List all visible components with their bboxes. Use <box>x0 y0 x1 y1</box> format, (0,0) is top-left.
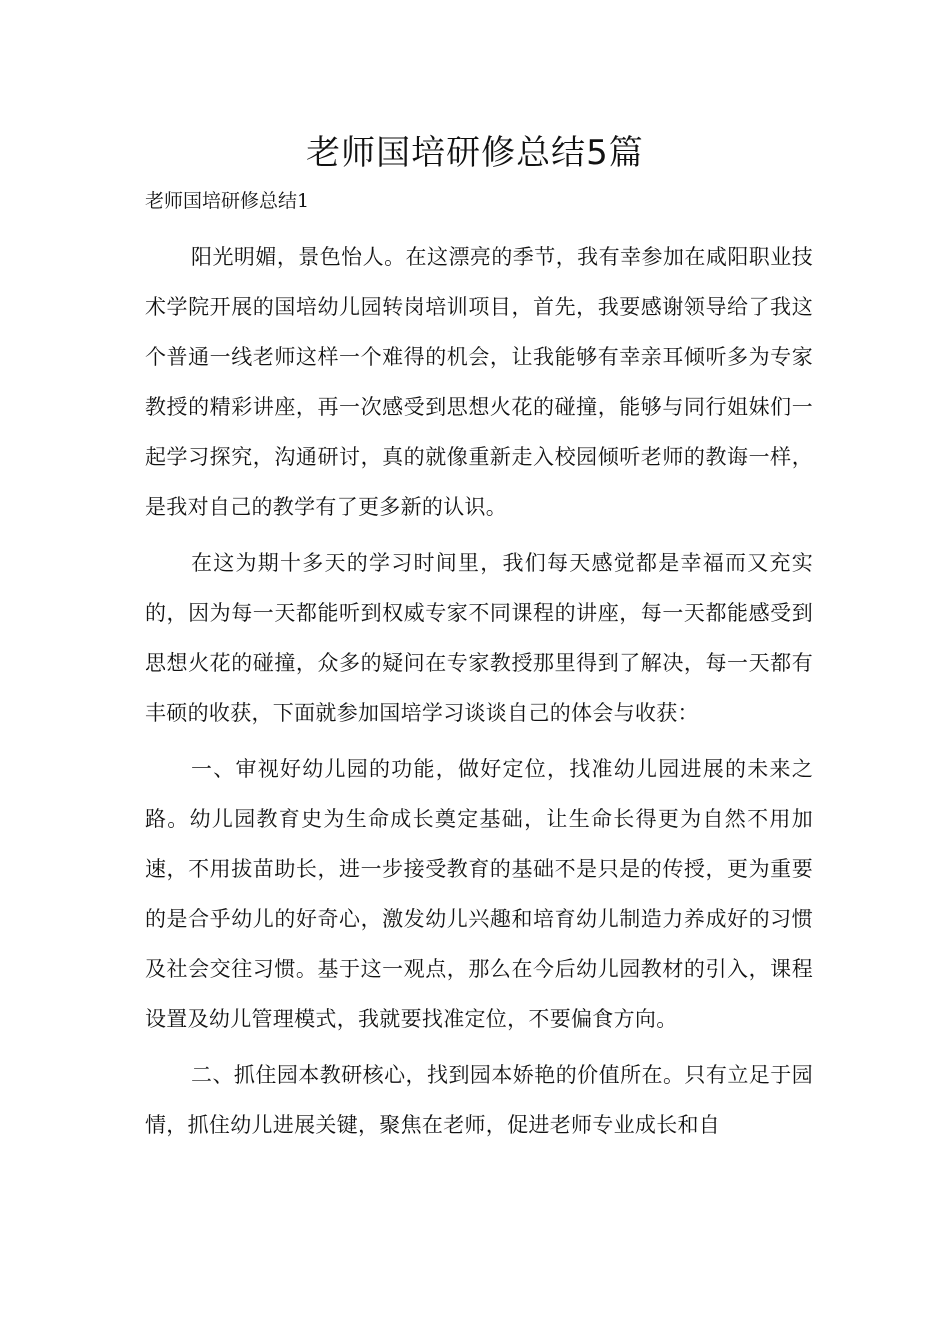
document-title: 老师国培研修总结5篇 <box>306 133 644 173</box>
section-subtitle: 老师国培研修总结1 <box>145 190 310 212</box>
paragraph-3: 一、审视好幼儿园的功能，做好定位，找准幼儿园进展的未来之路。幼儿园教育史为生命成长奠定基础，让生命长得更为自然不用加速，不用拔苗助长，进一步接受教育的基础不是只是的传授，更为重要的是合乎幼儿的好奇心，激发幼儿兴趣和培育幼儿制造力养成好的习惯及社会交往习惯。基于这一观点，那么在今后幼儿园教材的引入，课程设置及幼儿管理模式，我就要找准定位，不要偏食方向。 <box>145 757 813 1031</box>
paragraph-2: 在这为期十多天的学习时间里，我们每天感觉都是幸福而又充实的，因为每一天都能听到权威专家不同课程的讲座，每一天都能感受到思想火花的碰撞，众多的疑问在专家教授那里得到了解决，每一天都有丰硕的收获，下面就参加国培学习谈谈自己的体会与收获： <box>145 551 813 725</box>
body-text <box>145 232 813 1156</box>
paragraph-4: 二、抓住园本教研核心，找到园本娇艳的价值所在。只有立足于园情，抓住幼儿进展关键，聚焦在老师，促进老师专业成长和自 <box>145 1063 813 1137</box>
paragraph-1: 阳光明媚，景色怡人。在这漂亮的季节，我有幸参加在咸阳职业技术学院开展的国培幼儿园转岗培训项目，首先，我要感谢领导给了我这个普通一线老师这样一个难得的机会，让我能够有幸亲耳倾听多为专家教授的精彩讲座，再一次感受到思想火花的碰撞，能够与同行姐妹们一起学习探究，沟通研讨，真的就像重新走入校园倾听老师的教诲一样，是我对自己的教学有了更多新的认识。 <box>145 245 813 519</box>
